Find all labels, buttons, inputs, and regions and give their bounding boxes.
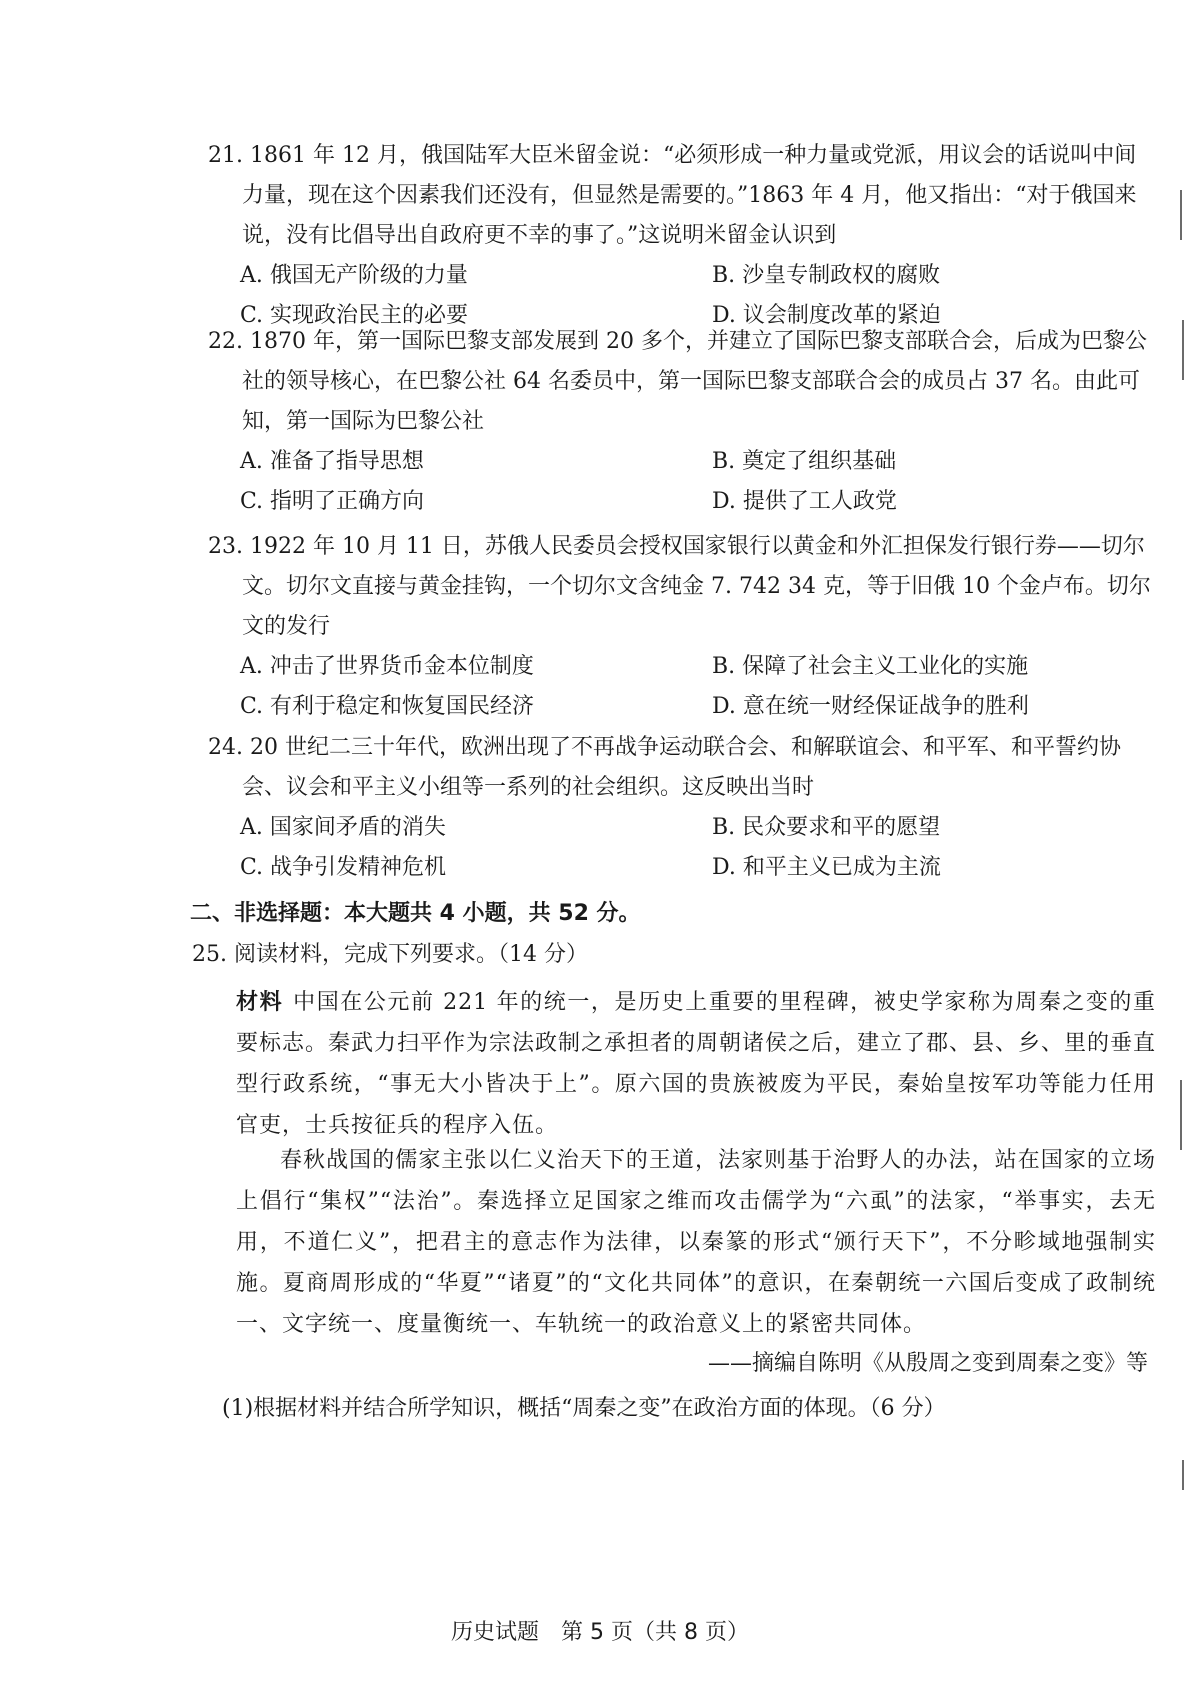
scan-artifact-line [1182, 1460, 1184, 1490]
section-heading: 二、非选择题：本大题共 4 小题，共 52 分。 [190, 901, 641, 926]
material-label: 材料 [236, 990, 284, 1015]
question-24 [208, 728, 1153, 888]
option-b: B. 民众要求和平的愿望 [712, 815, 941, 840]
option-a: A. 国家间矛盾的消失 [240, 815, 446, 840]
option-b: B. 奠定了组织基础 [712, 449, 897, 474]
option-d: D. 意在统一财经保证战争的胜利 [712, 694, 1029, 719]
material-text: 中国在公元前 221 年的统一，是历史上重要的里程碑，被史学家称为周秦之变的重要标志。秦武力扫平作为宗法政制之承担者的周朝诸侯之后，建立了郡、县、乡、里的垂直型行政系统，“事无大小皆决于上”。原六国的贵族被废为平民，秦始皇按军功等能力任用官吏，士兵按征兵的程序入伍。 [236, 990, 1157, 1138]
question-21 [208, 136, 1153, 336]
option-c: C. 战争引发精神危机 [240, 855, 447, 880]
question-stem: 24. 20 世纪二三十年代，欧洲出现了不再战争运动联合会、和解联谊会、和平军、和平誓约协会、议会和平主义小组等一系列的社会组织。这反映出当时 [208, 735, 1121, 800]
sub-question-1: (1)根据材料并结合所学知识，概括“周秦之变”在政治方面的体现。（6 分） [222, 1396, 946, 1421]
page-footer: 历史试题 第 5 页（共 8 页） [451, 1620, 749, 1645]
option-d: D. 和平主义已成为主流 [712, 855, 941, 880]
option-c: C. 有利于稳定和恢复国民经济 [240, 694, 535, 719]
material-paragraph-1 [236, 982, 1156, 1146]
question-22 [208, 322, 1153, 522]
option-grid [240, 442, 1182, 522]
scan-artifact-line [1180, 190, 1182, 240]
question-23 [208, 527, 1153, 727]
option-a: A. 准备了指导思想 [240, 449, 424, 474]
question-stem: 22. 1870 年，第一国际巴黎支部发展到 20 多个，并建立了国际巴黎支部联合会，后成为巴黎公社的领导核心，在巴黎公社 64 名委员中，第一国际巴黎支部联合会的成员占 37 名。由此可知，第一国际为巴黎公社 [208, 329, 1147, 434]
scan-artifact-line [1182, 320, 1184, 380]
option-grid [240, 808, 1182, 888]
option-d: D. 提供了工人政党 [712, 489, 897, 514]
scan-artifact-line [1180, 1080, 1182, 1150]
option-b: B. 沙皇专制政权的腐败 [712, 263, 941, 288]
option-c: C. 指明了正确方向 [240, 489, 425, 514]
option-b: B. 保障了社会主义工业化的实施 [712, 654, 1029, 679]
question-stem: 21. 1861 年 12 月，俄国陆军大臣米留金说：“必须形成一种力量或党派，用议会的话说叫中间力量，现在这个因素我们还没有，但显然是需要的。”1863 年 4 月，他又指出：“对于俄国来说，没有比倡导出自政府更不幸的事了。”这说明米留金认识到 [208, 143, 1137, 248]
question-stem: 23. 1922 年 10 月 11 日，苏俄人民委员会授权国家银行以黄金和外汇担保发行银行券——切尔文。切尔文直接与黄金挂钩，一个切尔文含纯金 7. 742 34 克，等于旧俄 10 个金卢布。切尔文的发行 [208, 534, 1151, 639]
option-d: D. 议会制度改革的紧迫 [712, 303, 941, 328]
option-c: C. 实现政治民主的必要 [240, 303, 469, 328]
option-grid [240, 647, 1182, 727]
option-a: A. 俄国无产阶级的力量 [240, 263, 468, 288]
option-a: A. 冲击了世界货币金本位制度 [240, 654, 534, 679]
question-25-title: 25. 阅读材料，完成下列要求。（14 分） [192, 942, 588, 967]
material-paragraph-2: 春秋战国的儒家主张以仁义治天下的王道，法家则基于治野人的办法，站在国家的立场上倡行“集权”“法治”。秦选择立足国家之维而攻击儒学为“六虱”的法家，“举事实，去无用，不道仁义”，把君主的意志作为法律，以秦篆的形式“颁行天下”，不分畛域地强制实施。夏商周形成的“华夏”“诸夏”的“文化共同体”的意识，在秦朝统一六国后变成了政制统一、文字统一、度量衡统一、车轨统一的政治意义上的紧密共同体。 [236, 1148, 1156, 1337]
material-source: ——摘编自陈明《从殷周之变到周秦之变》等 [707, 1351, 1148, 1376]
